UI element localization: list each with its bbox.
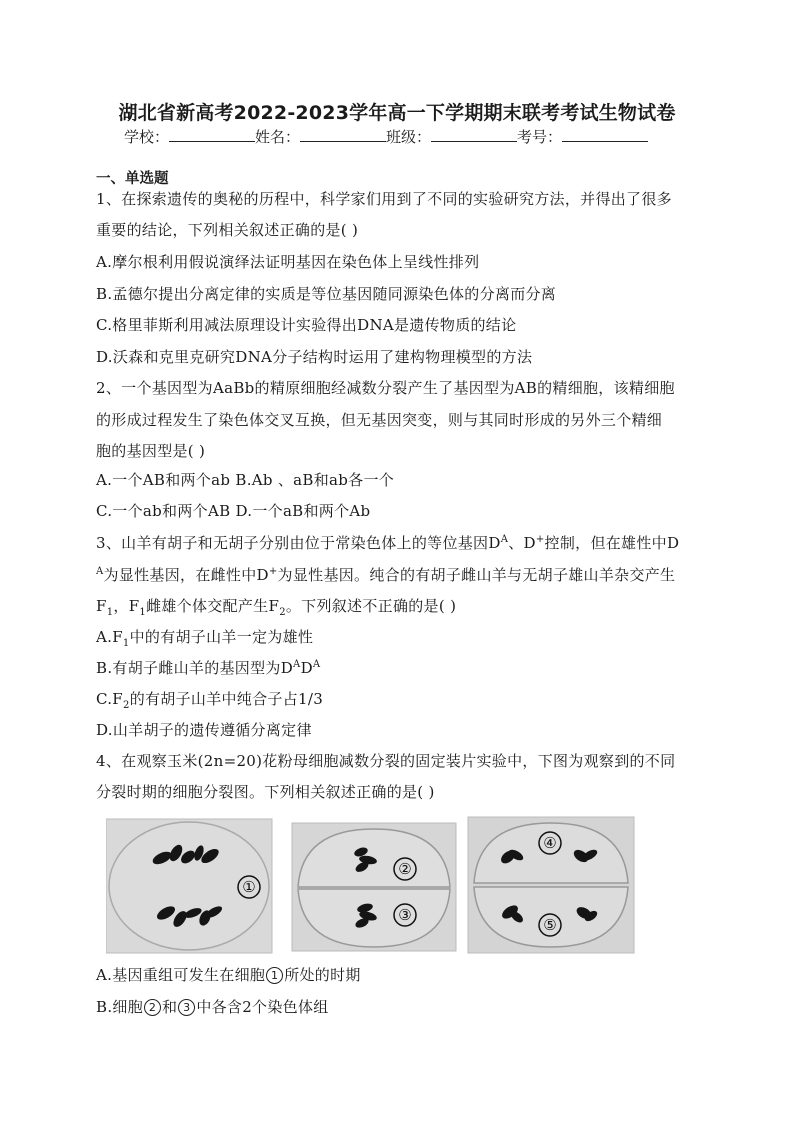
q3-l1-sup-plus: + bbox=[535, 534, 545, 545]
q3-option-b bbox=[96, 657, 320, 678]
micrograph-panel-4-5 bbox=[468, 817, 634, 953]
q3-l3-sub2: 1 bbox=[139, 607, 147, 618]
cell-label-2: ② bbox=[398, 860, 412, 878]
q3-a-text: 中的有胡子山羊一定为雄性 bbox=[129, 628, 314, 646]
q4-option-b bbox=[96, 996, 329, 1017]
cell-label-1: ① bbox=[242, 878, 256, 896]
q3-l2-sup-a: A bbox=[96, 566, 104, 577]
q3-l2-text-a: 为显性基因，在雌性中D bbox=[103, 566, 269, 584]
q2-stem-line3: 胞的基因型是( ) bbox=[96, 442, 206, 460]
q3-l1-text-a: 3、山羊有胡子和无胡子分别由位于常染色体上的等位基因D bbox=[96, 534, 501, 552]
q3-b-sup2: A bbox=[312, 659, 321, 670]
number-blank bbox=[562, 127, 648, 142]
number-label: 考号： bbox=[517, 128, 563, 146]
q1-option-c: C.格里菲斯利用减法原理设计实验得出DNA是遗传物质的结论 bbox=[96, 316, 517, 334]
q4-a-text: 所处的时期 bbox=[284, 966, 361, 984]
q3-l2-sup-plus: + bbox=[268, 566, 278, 577]
q4-b-text: 中各含2个染色体组 bbox=[196, 998, 329, 1016]
q4-b-cell-ref-2: 3 bbox=[178, 999, 195, 1016]
q3-stem-line2 bbox=[96, 564, 675, 585]
name-label: 姓名： bbox=[255, 128, 301, 146]
q3-a-sub: 1 bbox=[122, 638, 130, 649]
school-blank bbox=[169, 127, 255, 142]
q1-stem-line2: 重要的结论，下列相关叙述正确的是( ) bbox=[96, 221, 359, 239]
q3-option-c bbox=[96, 688, 323, 709]
q2-options-ab: A.一个AB和两个ab B.Ab 、aB和ab各一个 bbox=[96, 471, 395, 489]
school-label: 学校： bbox=[124, 128, 170, 146]
q3-c-prefix: C.F bbox=[96, 690, 124, 708]
q4-stem-line2: 分裂时期的细胞分裂图。下列相关叙述正确的是( ) bbox=[96, 783, 435, 801]
q3-a-prefix: A.F bbox=[96, 628, 123, 646]
section-heading: 一、单选题 bbox=[96, 171, 169, 187]
q1-option-b: B.孟德尔提出分离定律的实质是等位基因随同源染色体的分离而分离 bbox=[96, 285, 557, 303]
q1-stem-line1: 1、在探索遗传的奥秘的历程中，科学家们用到了不同的实验研究方法，并得出了很多 bbox=[96, 190, 672, 208]
q4-b-cell-ref-1: 2 bbox=[144, 999, 161, 1016]
q3-option-a bbox=[96, 626, 313, 647]
cell-label-3: ③ bbox=[398, 906, 412, 924]
q1-option-a: A.摩尔根利用假说演绎法证明基因在染色体上呈线性排列 bbox=[96, 253, 480, 271]
q3-stem-line1 bbox=[96, 532, 679, 553]
micrograph-panel-2-3 bbox=[292, 823, 456, 951]
q3-stem-line3 bbox=[96, 595, 456, 616]
q3-c-sub: 2 bbox=[123, 700, 130, 711]
q4-option-a bbox=[96, 964, 361, 985]
q3-l3-comma-f: ，F bbox=[113, 597, 140, 615]
cell-label-5: ⑤ bbox=[543, 916, 557, 934]
student-info-row bbox=[124, 126, 648, 147]
q3-b-prefix: B.有胡子雌山羊的基因型为D bbox=[96, 659, 294, 677]
q1-option-d: D.沃森和克里克研究DNA分子结构时运用了建构物理模型的方法 bbox=[96, 348, 533, 366]
q2-options-cd: C.一个ab和两个AB D.一个aB和两个Ab bbox=[96, 502, 371, 520]
q3-l1-text-c: 控制，但在雄性中D bbox=[544, 534, 680, 552]
q3-l3-sub1: 1 bbox=[106, 607, 114, 618]
q2-stem-line2: 的形成过程发生了染色体交叉互换，但无基因突变，则与其同时形成的另外三个精细 bbox=[96, 411, 663, 429]
q4-b-prefix: B.细胞 bbox=[96, 998, 143, 1016]
q3-l3-text-d: 。下列叙述不正确的是( ) bbox=[285, 597, 457, 615]
micrograph-panel-1 bbox=[106, 819, 272, 953]
q4-b-and: 和 bbox=[162, 998, 178, 1016]
class-label: 班级： bbox=[386, 128, 432, 146]
page-title: 湖北省新高考2022-2023学年高一下学期期末联考考试生物试卷 bbox=[118, 102, 676, 124]
q4-stem-line1: 4、在观察玉米(2n=20)花粉母细胞减数分裂的固定装片实验中，下图为观察到的不同 bbox=[96, 752, 676, 770]
q4-a-prefix: A.基因重组可发生在细胞 bbox=[96, 966, 266, 984]
meiosis-micrograph-figure bbox=[106, 815, 636, 955]
q3-b-d: D bbox=[300, 659, 313, 677]
q3-l3-sub3: 2 bbox=[279, 607, 286, 618]
q3-option-d: D.山羊胡子的遗传遵循分离定律 bbox=[96, 721, 312, 739]
q3-l1-sup-a: A bbox=[500, 534, 509, 545]
q3-l1-text-b: 、D bbox=[508, 534, 536, 552]
q3-c-text: 的有胡子山羊中纯合子占1/3 bbox=[129, 690, 324, 708]
q3-l2-text-b: 为显性基因。纯合的有胡子雌山羊与无胡子雄山羊杂交产生 bbox=[277, 566, 676, 584]
q4-a-cell-ref: 1 bbox=[266, 967, 283, 984]
q3-l3-f: F bbox=[96, 597, 107, 615]
cell-label-4: ④ bbox=[543, 834, 557, 852]
name-blank bbox=[300, 127, 386, 142]
class-blank bbox=[431, 127, 517, 142]
q3-l3-text-c: 雌雄个体交配产生F bbox=[146, 597, 280, 615]
q2-stem-line1: 2、一个基因型为AaBb的精原细胞经减数分裂产生了基因型为AB的精细胞，该精细胞 bbox=[96, 379, 675, 397]
q3-b-sup1: A bbox=[293, 659, 301, 670]
